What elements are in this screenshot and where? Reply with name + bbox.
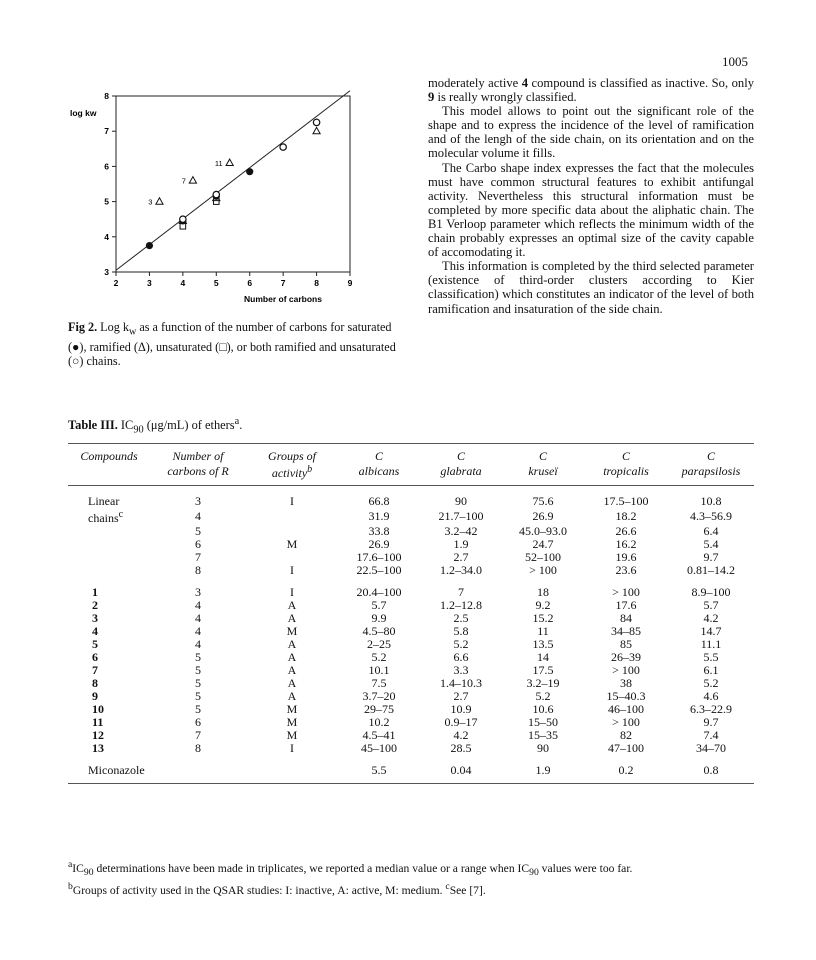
x-tick-label: 5 xyxy=(213,278,219,288)
ic90-cell: 18 xyxy=(537,585,549,599)
y-tick-label: 6 xyxy=(104,161,109,172)
table-footnotes xyxy=(68,858,758,898)
body-paragraph-4: This information is completed by the third selected parameter (existence of third-order clusters according to Kier classification) which constitutes an indicator of the level of both ramification and insaturation of the side chain. xyxy=(428,259,754,316)
compound-cell xyxy=(68,564,150,577)
ic90-cell: 2.5 xyxy=(453,611,469,625)
ramified-unsaturated-point xyxy=(213,191,219,197)
header-c5: C xyxy=(668,444,754,464)
compound-cell: Linear xyxy=(88,494,120,508)
ic90-cell: 3.2–42 xyxy=(444,524,478,538)
miconazole-group xyxy=(68,755,754,784)
header-c1-species: albicans xyxy=(338,463,420,486)
table-row xyxy=(68,742,754,755)
ic90-cell: 2.7 xyxy=(453,689,469,703)
ic90-cell: 45–100 xyxy=(361,741,397,755)
header-c3: C xyxy=(502,444,584,464)
ncarbons-cell: 5 xyxy=(195,702,201,716)
ic90-cell: 5.5 xyxy=(703,650,719,664)
ic90-cell: 21.7–100 xyxy=(438,509,484,523)
table-row xyxy=(68,651,754,664)
ic90-cell: 26–39 xyxy=(611,650,641,664)
ncarbons-cell: 8 xyxy=(195,563,201,577)
table-header-row xyxy=(68,463,754,486)
ic90-cell: 17.5 xyxy=(532,663,554,677)
table-row xyxy=(68,525,754,538)
table-title xyxy=(68,416,242,436)
ramified-point xyxy=(226,159,233,165)
header-groups-sup: b xyxy=(307,464,313,475)
ic90-cell: 5.2 xyxy=(703,676,719,690)
ic90-cell: 3.2–19 xyxy=(526,676,560,690)
ic90-cell: 15–40.3 xyxy=(606,689,646,703)
group-cell xyxy=(246,508,338,525)
ic90-cell: 22.5–100 xyxy=(356,563,402,577)
group-cell: A xyxy=(287,598,297,612)
x-tick-label: 8 xyxy=(314,278,319,288)
ic90-cell: 4.5–41 xyxy=(362,728,396,742)
ic90-cell: > 100 xyxy=(612,715,640,729)
ic90-cell: 10.9 xyxy=(450,702,472,716)
ic90-cell: > 100 xyxy=(529,563,557,577)
ic90-cell: 15.2 xyxy=(532,611,554,625)
ic90-cell: 2–25 xyxy=(367,637,391,651)
caption-label: Fig 2. xyxy=(68,320,98,334)
linear-sup: c xyxy=(118,509,124,520)
ic90-cell: 0.9–17 xyxy=(444,715,478,729)
ic90-cell: 10.8 xyxy=(700,494,722,508)
compound-cell xyxy=(68,538,150,551)
header-groups xyxy=(246,444,338,464)
ic90-cell: 84 xyxy=(620,611,632,625)
compound-number-cell: 13 xyxy=(92,741,104,755)
linear-chains-group xyxy=(68,486,754,578)
ic90-cell: 24.7 xyxy=(532,537,554,551)
ic90-cell: 66.8 xyxy=(368,494,390,508)
ic90-cell: 31.9 xyxy=(368,509,390,523)
text-run: values were too far. xyxy=(538,861,633,875)
ic90-cell: 2.7 xyxy=(453,550,469,564)
y-tick-label: 5 xyxy=(104,196,109,207)
ic90-cell: 11.1 xyxy=(700,637,722,651)
group-cell: M xyxy=(286,537,298,551)
ic90-cell: 13.5 xyxy=(532,637,554,651)
ic90-cell: 10.6 xyxy=(532,702,554,716)
table-row xyxy=(68,729,754,742)
ncarbons-cell: 5 xyxy=(195,676,201,690)
group-cell xyxy=(246,764,338,784)
table-title-label: Table III. xyxy=(68,418,118,433)
group-cell: I xyxy=(290,563,294,577)
ic90-cell: 14 xyxy=(537,650,549,664)
compound-number-cell: 6 xyxy=(92,650,98,664)
header-ncarbons-2: carbons of R xyxy=(150,463,246,486)
group-cell: A xyxy=(287,663,297,677)
ic90-cell: 5.4 xyxy=(703,537,719,551)
caption-rest: as a function of the number of carbons for saturated (●), ramified (Δ), unsaturated (□), or both ramified and unsaturated (○) chains. xyxy=(68,320,396,369)
ic90-cell: 7 xyxy=(458,585,464,599)
ncarbons-cell: 3 xyxy=(195,494,201,508)
ic90-cell: 6.6 xyxy=(453,650,469,664)
ic90-cell: 5.5 xyxy=(338,764,420,784)
header-groups-2 xyxy=(246,463,338,486)
x-tick-label: 4 xyxy=(180,278,186,288)
table-row xyxy=(68,625,754,638)
compound-number-cell: 11 xyxy=(92,715,104,729)
ic90-cell: 16.2 xyxy=(615,537,637,551)
group-cell: A xyxy=(287,689,297,703)
ic90-cell: 15–35 xyxy=(528,728,558,742)
ic90-cell: 26.6 xyxy=(615,524,637,538)
table-row xyxy=(68,638,754,651)
y-axis-label: log kw xyxy=(70,108,97,118)
ic90-cell: 28.5 xyxy=(450,741,472,755)
header-c1: C xyxy=(338,444,420,464)
header-c3-species: kruseï xyxy=(502,463,584,486)
header-c2-species: glabrata xyxy=(420,463,502,486)
table-row xyxy=(68,703,754,716)
ic90-cell: 11 xyxy=(537,624,549,638)
ic90-cell: 6.1 xyxy=(703,663,719,677)
table-row xyxy=(68,612,754,625)
ic90-cell: 82 xyxy=(620,728,632,742)
spacer-cell xyxy=(68,755,754,764)
compound-number-cell: 8 xyxy=(92,676,98,690)
ic90-cell: 5.2 xyxy=(371,650,387,664)
table-row xyxy=(68,586,754,599)
header-compounds: Compounds xyxy=(68,444,150,464)
ic90-cell: 0.2 xyxy=(584,764,668,784)
ic90-cell: 1.2–34.0 xyxy=(440,563,482,577)
compound-cell xyxy=(68,525,150,538)
ic90-cell: 4.3–56.9 xyxy=(690,509,732,523)
ncarbons-cell: 5 xyxy=(195,650,201,664)
ramified-unsaturated-point xyxy=(180,216,186,222)
table-row xyxy=(68,716,754,729)
ic90-cell: 7.5 xyxy=(371,676,387,690)
spacer-row xyxy=(68,486,754,496)
body-paragraph-3: The Carbo shape index expresses the fact that the molecules must have common structural features to exhibit antifungal activity. Nevertheless this structural information must be completed by more specific data about the aliphatic chain. The B1 Verloop parameter which reflects the minimum width of the chain probably expresses an optimal size of the cavity capable of accomodating it. xyxy=(428,160,754,260)
ncarbons-cell: 7 xyxy=(195,550,201,564)
ic90-cell: 90 xyxy=(455,494,467,508)
caption-sub: w xyxy=(128,326,137,338)
ic90-cell: 45.0–93.0 xyxy=(519,524,567,538)
compound-cell xyxy=(68,551,150,564)
body-text-column xyxy=(428,76,754,316)
log-kw-chart xyxy=(70,84,390,312)
table-row xyxy=(68,677,754,690)
table-title-sup: a xyxy=(234,416,240,427)
header-c4: C xyxy=(584,444,668,464)
y-tick-label: 7 xyxy=(104,126,109,137)
text-sub: 90 xyxy=(83,867,94,879)
compound-cell xyxy=(68,508,150,525)
group-cell: M xyxy=(286,728,298,742)
x-axis-label: Number of carbons xyxy=(244,294,322,304)
x-tick-label: 7 xyxy=(280,278,286,288)
ncarbons-cell: 4 xyxy=(195,624,201,638)
ncarbons-cell: 5 xyxy=(195,524,201,538)
group-cell: M xyxy=(286,624,298,638)
ncarbons-cell: 6 xyxy=(195,537,201,551)
group-cell: I xyxy=(290,585,294,599)
spacer-row xyxy=(68,577,754,586)
table-row xyxy=(68,764,754,784)
ic90-cell: 5.2 xyxy=(535,689,551,703)
table-row xyxy=(68,664,754,677)
compound-number-cell: 10 xyxy=(92,702,104,716)
ic90-cell: 47–100 xyxy=(608,741,644,755)
footnote-a xyxy=(68,858,758,880)
ic90-cell: 5.2 xyxy=(453,637,469,651)
group-cell: A xyxy=(287,650,297,664)
ic90-cell: 46–100 xyxy=(608,702,644,716)
ic90-cell: 14.7 xyxy=(700,624,722,638)
page-number: 1005 xyxy=(722,54,748,69)
saturated-point xyxy=(246,168,253,175)
spacer-row xyxy=(68,755,754,764)
ncarbons-cell: 3 xyxy=(195,585,201,599)
ic90-cell: 6.4 xyxy=(703,524,719,538)
y-tick-label: 3 xyxy=(104,267,109,277)
table-title-end: (μg/mL) of ethers xyxy=(143,418,235,433)
table-row xyxy=(68,495,754,508)
ic90-cell: 4.2 xyxy=(453,728,469,742)
footnote-b xyxy=(68,880,758,898)
compound-number-cell: 4 xyxy=(92,624,98,638)
x-tick-label: 9 xyxy=(347,278,353,288)
text-run: IC xyxy=(72,861,84,875)
header-c2: C xyxy=(420,444,502,464)
table-row xyxy=(68,599,754,612)
ic90-cell: 9.2 xyxy=(535,598,551,612)
compound-number-cell: 1 xyxy=(92,585,98,599)
ic90-cell: 4.5–80 xyxy=(362,624,396,638)
table-title-sub: 90 xyxy=(133,424,144,436)
ic90-cell: 5.8 xyxy=(453,624,469,638)
ncarbons-cell: 8 xyxy=(195,741,201,755)
ramified-point xyxy=(313,127,320,133)
ncarbons-cell: 6 xyxy=(195,715,201,729)
ic90-cell: 75.6 xyxy=(532,494,554,508)
ic90-cell: 17.6 xyxy=(615,598,637,612)
table-header-row xyxy=(68,444,754,464)
ic90-cell: 19.6 xyxy=(615,550,637,564)
compound-number-cell: 2 xyxy=(92,598,98,612)
ic90-cell: 17.6–100 xyxy=(356,550,402,564)
ic90-cell: 10.2 xyxy=(368,715,390,729)
compound-number-cell: 7 xyxy=(92,663,98,677)
group-cell: M xyxy=(286,715,298,729)
ncarbons-cell: 4 xyxy=(195,637,201,651)
text-run: is really wrongly classified. xyxy=(434,90,577,105)
ic90-cell: 3.3 xyxy=(453,663,469,677)
table-row xyxy=(68,690,754,703)
ic90-cell: 5.7 xyxy=(371,598,387,612)
ic90-cell: 7.4 xyxy=(703,728,719,742)
ic90-cell: 1.9 xyxy=(502,764,584,784)
ic90-cell: 4.6 xyxy=(703,689,719,703)
point-annotation: 11 xyxy=(214,158,223,168)
ic90-cell: 0.81–14.2 xyxy=(687,563,735,577)
group-cell: A xyxy=(287,676,297,690)
ic90-cell: 18.2 xyxy=(615,509,637,523)
figure-caption xyxy=(68,320,398,369)
text-sub: 90 xyxy=(529,867,539,879)
ic90-cell: 8.9–100 xyxy=(691,585,731,599)
table-row xyxy=(68,538,754,551)
compound-ref: 9 xyxy=(428,90,435,105)
group-cell: M xyxy=(286,702,298,716)
ic90-cell: 9.7 xyxy=(703,550,719,564)
body-paragraph-2: This model allows to point out the significant role of the shape and to express the incidence of the level of ramification and of the lengh of the side chain, on its orientation and on the molecular volume it fills. xyxy=(428,104,754,161)
header-c4-species: tropicalis xyxy=(584,463,668,486)
ic90-cell: 10.1 xyxy=(368,663,390,677)
ramified-unsaturated-point xyxy=(280,144,286,150)
ncarbons-cell: 7 xyxy=(195,728,201,742)
ic90-cell: 1.4–10.3 xyxy=(440,676,482,690)
ic90-cell: > 100 xyxy=(612,663,640,677)
ic90-cell: 85 xyxy=(620,637,632,651)
caption-text: Log k xyxy=(97,320,129,334)
ic90-cell: 34–85 xyxy=(611,624,641,638)
text-run: See [7]. xyxy=(449,884,486,898)
compounds-group xyxy=(68,577,754,755)
text-run: Groups of activity used in the QSAR studies: I: inactive, A: active, M: medium. xyxy=(72,884,446,898)
compound-ref: 4 xyxy=(521,76,529,90)
ic90-cell: 15–50 xyxy=(528,715,558,729)
x-tick-label: 2 xyxy=(113,278,119,288)
header-groups-text: Groups of xyxy=(268,449,316,463)
ic90-cell: 29–75 xyxy=(364,702,394,716)
ic90-cell: 1.9 xyxy=(453,537,469,551)
ic90-cell: 1.2–12.8 xyxy=(440,598,482,612)
ic90-cell: 4.2 xyxy=(703,611,719,625)
ic90-cell: 6.3–22.9 xyxy=(690,702,732,716)
x-tick-label: 6 xyxy=(247,278,253,288)
ncarbons-cell: 4 xyxy=(195,598,201,612)
ic90-cell: 20.4–100 xyxy=(356,585,402,599)
ic90-cell: 0.04 xyxy=(420,764,502,784)
y-tick-label: 4 xyxy=(104,231,109,242)
ncarbons-cell: 5 xyxy=(195,689,201,703)
ic90-cell: 0.8 xyxy=(668,764,754,784)
ic90-cell: 3.7–20 xyxy=(362,689,396,703)
ic90-cell: 34–70 xyxy=(696,741,726,755)
group-cell: I xyxy=(290,494,294,508)
ncarbons-cell: 5 xyxy=(195,663,201,677)
body-paragraph-1 xyxy=(428,76,754,104)
point-annotation: 3 xyxy=(148,197,153,207)
point-annotation: 7 xyxy=(181,176,186,186)
y-tick-label: 8 xyxy=(104,91,109,101)
footnote-a-mark: a xyxy=(68,859,73,870)
compound-number-cell: 12 xyxy=(92,728,104,742)
ic90-cell: > 100 xyxy=(612,585,640,599)
compound-number-cell: 5 xyxy=(92,637,98,651)
compound-number-cell: 9 xyxy=(92,689,98,703)
footnote-c-mark: c xyxy=(445,881,450,893)
ic90-cell: 9.9 xyxy=(371,611,387,625)
ic90-cell: 33.8 xyxy=(368,524,390,538)
ic90-cell: 26.9 xyxy=(532,509,554,523)
header-ncarbons: Number of xyxy=(150,444,246,464)
ramified-point xyxy=(156,198,163,204)
compound-number-cell: 3 xyxy=(92,611,98,625)
ic90-cell: 38 xyxy=(620,676,632,690)
ic90-cell: 26.9 xyxy=(368,537,390,551)
ic90-cell: 9.7 xyxy=(703,715,719,729)
group-cell: A xyxy=(287,637,297,651)
ic90-cell: 23.6 xyxy=(615,563,637,577)
table-row xyxy=(68,551,754,564)
ic90-cell: 17.5–100 xyxy=(603,494,649,508)
ramified-point xyxy=(189,177,196,183)
spacer-cell xyxy=(68,486,754,496)
group-cell: I xyxy=(290,741,294,755)
footnote-b-mark: b xyxy=(68,881,73,893)
compound-cell: Miconazole xyxy=(68,764,150,784)
header-cell xyxy=(68,463,150,486)
ncarbons-cell xyxy=(150,764,246,784)
ic90-table xyxy=(68,443,754,784)
ncarbons-cell: 4 xyxy=(195,509,201,523)
text-run: determinations have been made in triplicates, we reported a median value or a range when IC xyxy=(93,861,530,875)
ncarbons-cell: 4 xyxy=(195,611,201,625)
table-row xyxy=(68,564,754,577)
saturated-point xyxy=(146,242,153,249)
text-run: moderately active xyxy=(428,76,522,90)
header-groups-text-2: activity xyxy=(271,466,308,480)
ic90-cell: 5.7 xyxy=(703,598,719,612)
ic90-cell: 52–100 xyxy=(525,550,561,564)
ic90-cell: 90 xyxy=(537,741,549,755)
spacer-cell xyxy=(68,577,754,586)
header-c5-species: parapsilosis xyxy=(668,463,754,486)
linear-label: chains xyxy=(88,511,119,525)
x-tick-label: 3 xyxy=(147,278,152,288)
group-cell: A xyxy=(287,611,297,625)
ramified-unsaturated-point xyxy=(313,119,319,125)
table-title-text: IC xyxy=(117,418,134,433)
table-row xyxy=(68,508,754,525)
text-run: compound is classified as inactive. So, only xyxy=(528,76,754,90)
table-title-dot: . xyxy=(239,418,243,433)
